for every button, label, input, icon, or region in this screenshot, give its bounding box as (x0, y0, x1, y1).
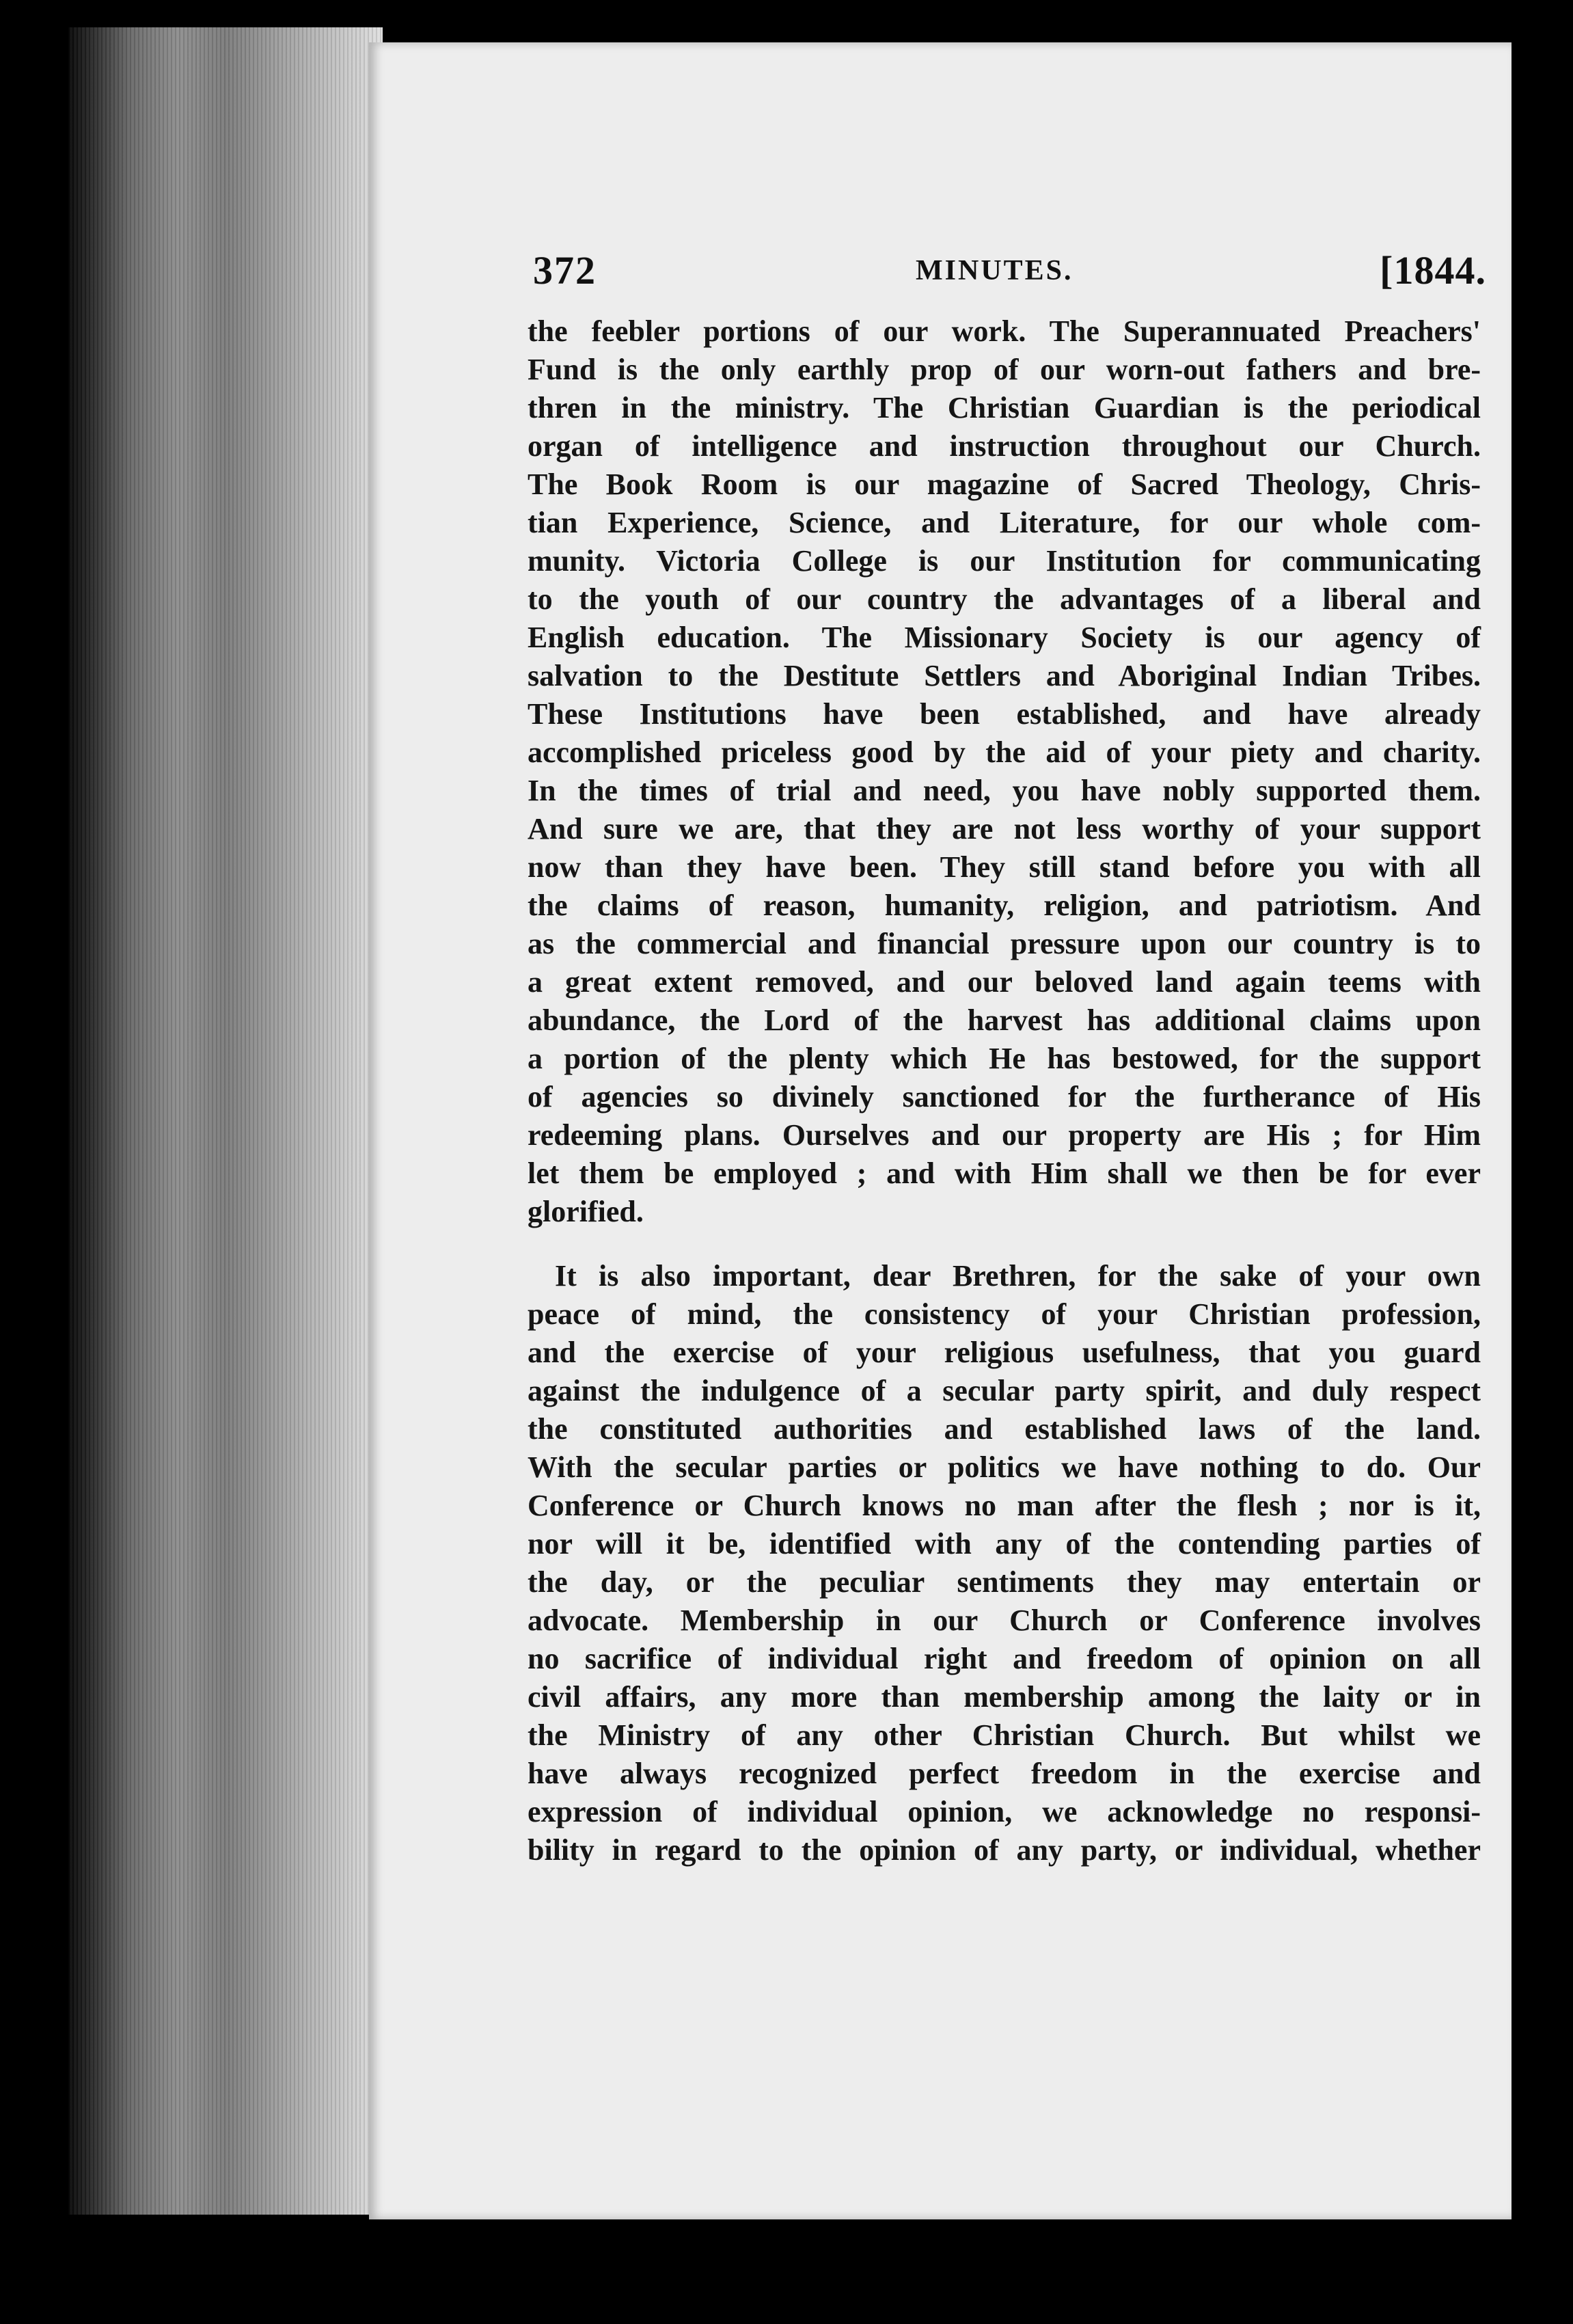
text-line: the claims of reason, humanity, religion, and patriotism. And (528, 889, 1481, 922)
text-line: a portion of the plenty which He has bestowed, for the support (528, 1042, 1481, 1075)
paragraph-2 (528, 1257, 1481, 1869)
text-line: It is also important, dear Brethren, for the sake of your own (555, 1259, 1481, 1293)
text-line: the feebler portions of our work. The Superannuated Preachers' (528, 314, 1481, 348)
text-line: expression of individual opinion, we acknowledge no responsi- (528, 1795, 1481, 1828)
text-line: and the exercise of your religious usefulness, that you guard (528, 1336, 1481, 1369)
text-line: The Book Room is our magazine of Sacred Theology, Chris- (528, 468, 1481, 501)
text-line: of agencies so divinely sanctioned for the furtherance of His (528, 1080, 1481, 1113)
text-line: as the commercial and financial pressure upon our country is to (528, 927, 1481, 960)
text-line: a great extent removed, and our beloved land again teems with (528, 965, 1481, 999)
right-dark-border (1518, 0, 1573, 2324)
text-line: munity. Victoria College is our Institution for communicating (528, 544, 1481, 578)
book-page-edges (68, 27, 383, 2215)
text-line: bility in regard to the opinion of any party, or individual, whether (528, 1833, 1481, 1867)
text-line: In the times of trial and need, you have nobly supported them. (528, 774, 1481, 807)
running-head: MINUTES. (916, 255, 1073, 286)
text-line: against the indulgence of a secular party spirit, and duly respect (528, 1374, 1481, 1407)
text-line: the constituted authorities and established laws of the land. (528, 1412, 1481, 1446)
text-line: abundance, the Lord of the harvest has additional claims upon (528, 1003, 1481, 1037)
text-line: let them be employed ; and with Him shall we then be for ever (528, 1157, 1481, 1190)
text-line: have always recognized perfect freedom in the exercise and (528, 1757, 1481, 1790)
text-line: These Institutions have been established, and have already (528, 697, 1481, 731)
text-line: salvation to the Destitute Settlers and Aboriginal Indian Tribes. (528, 659, 1481, 692)
book-page (369, 42, 1512, 2219)
text-line: to the youth of our country the advantages of a liberal and (528, 582, 1481, 616)
body-text (528, 312, 1481, 1869)
text-line: civil affairs, any more than membership among the laity or in (528, 1680, 1481, 1714)
text-line: thren in the ministry. The Christian Guardian is the periodical (528, 391, 1481, 424)
text-line: With the secular parties or politics we have nothing to do. Our (528, 1450, 1481, 1484)
page-number: 372 (533, 248, 597, 293)
page-header (533, 247, 1486, 309)
text-line: advocate. Membership in our Church or Conference involves (528, 1604, 1481, 1637)
text-line: nor will it be, identified with any of the contending parties of (528, 1527, 1481, 1560)
text-line: English education. The Missionary Society is our agency of (528, 621, 1481, 654)
text-line: And sure we are, that they are not less worthy of your support (528, 812, 1481, 846)
text-line: glorified. (528, 1195, 644, 1228)
text-line: accomplished priceless good by the aid of your piety and charity. (528, 735, 1481, 769)
text-line: no sacrifice of individual right and freedom of opinion on all (528, 1642, 1481, 1675)
paragraph-1 (528, 312, 1481, 1231)
text-line: the day, or the peculiar sentiments they may entertain or (528, 1565, 1481, 1599)
text-line: organ of intelligence and instruction throughout our Church. (528, 429, 1481, 463)
year-marker: [1844. (1380, 248, 1486, 293)
text-line: the Ministry of any other Christian Church. But whilst we (528, 1718, 1481, 1752)
text-line: tian Experience, Science, and Literature, for our whole com- (528, 506, 1481, 539)
text-line: peace of mind, the consistency of your Christian profession, (528, 1297, 1481, 1331)
text-line: Fund is the only earthly prop of our worn-out fathers and bre- (528, 353, 1481, 386)
text-line: redeeming plans. Ourselves and our property are His ; for Him (528, 1118, 1481, 1152)
text-line: Conference or Church knows no man after the flesh ; nor is it, (528, 1489, 1481, 1522)
text-line: now than they have been. They still stand before you with all (528, 850, 1481, 884)
